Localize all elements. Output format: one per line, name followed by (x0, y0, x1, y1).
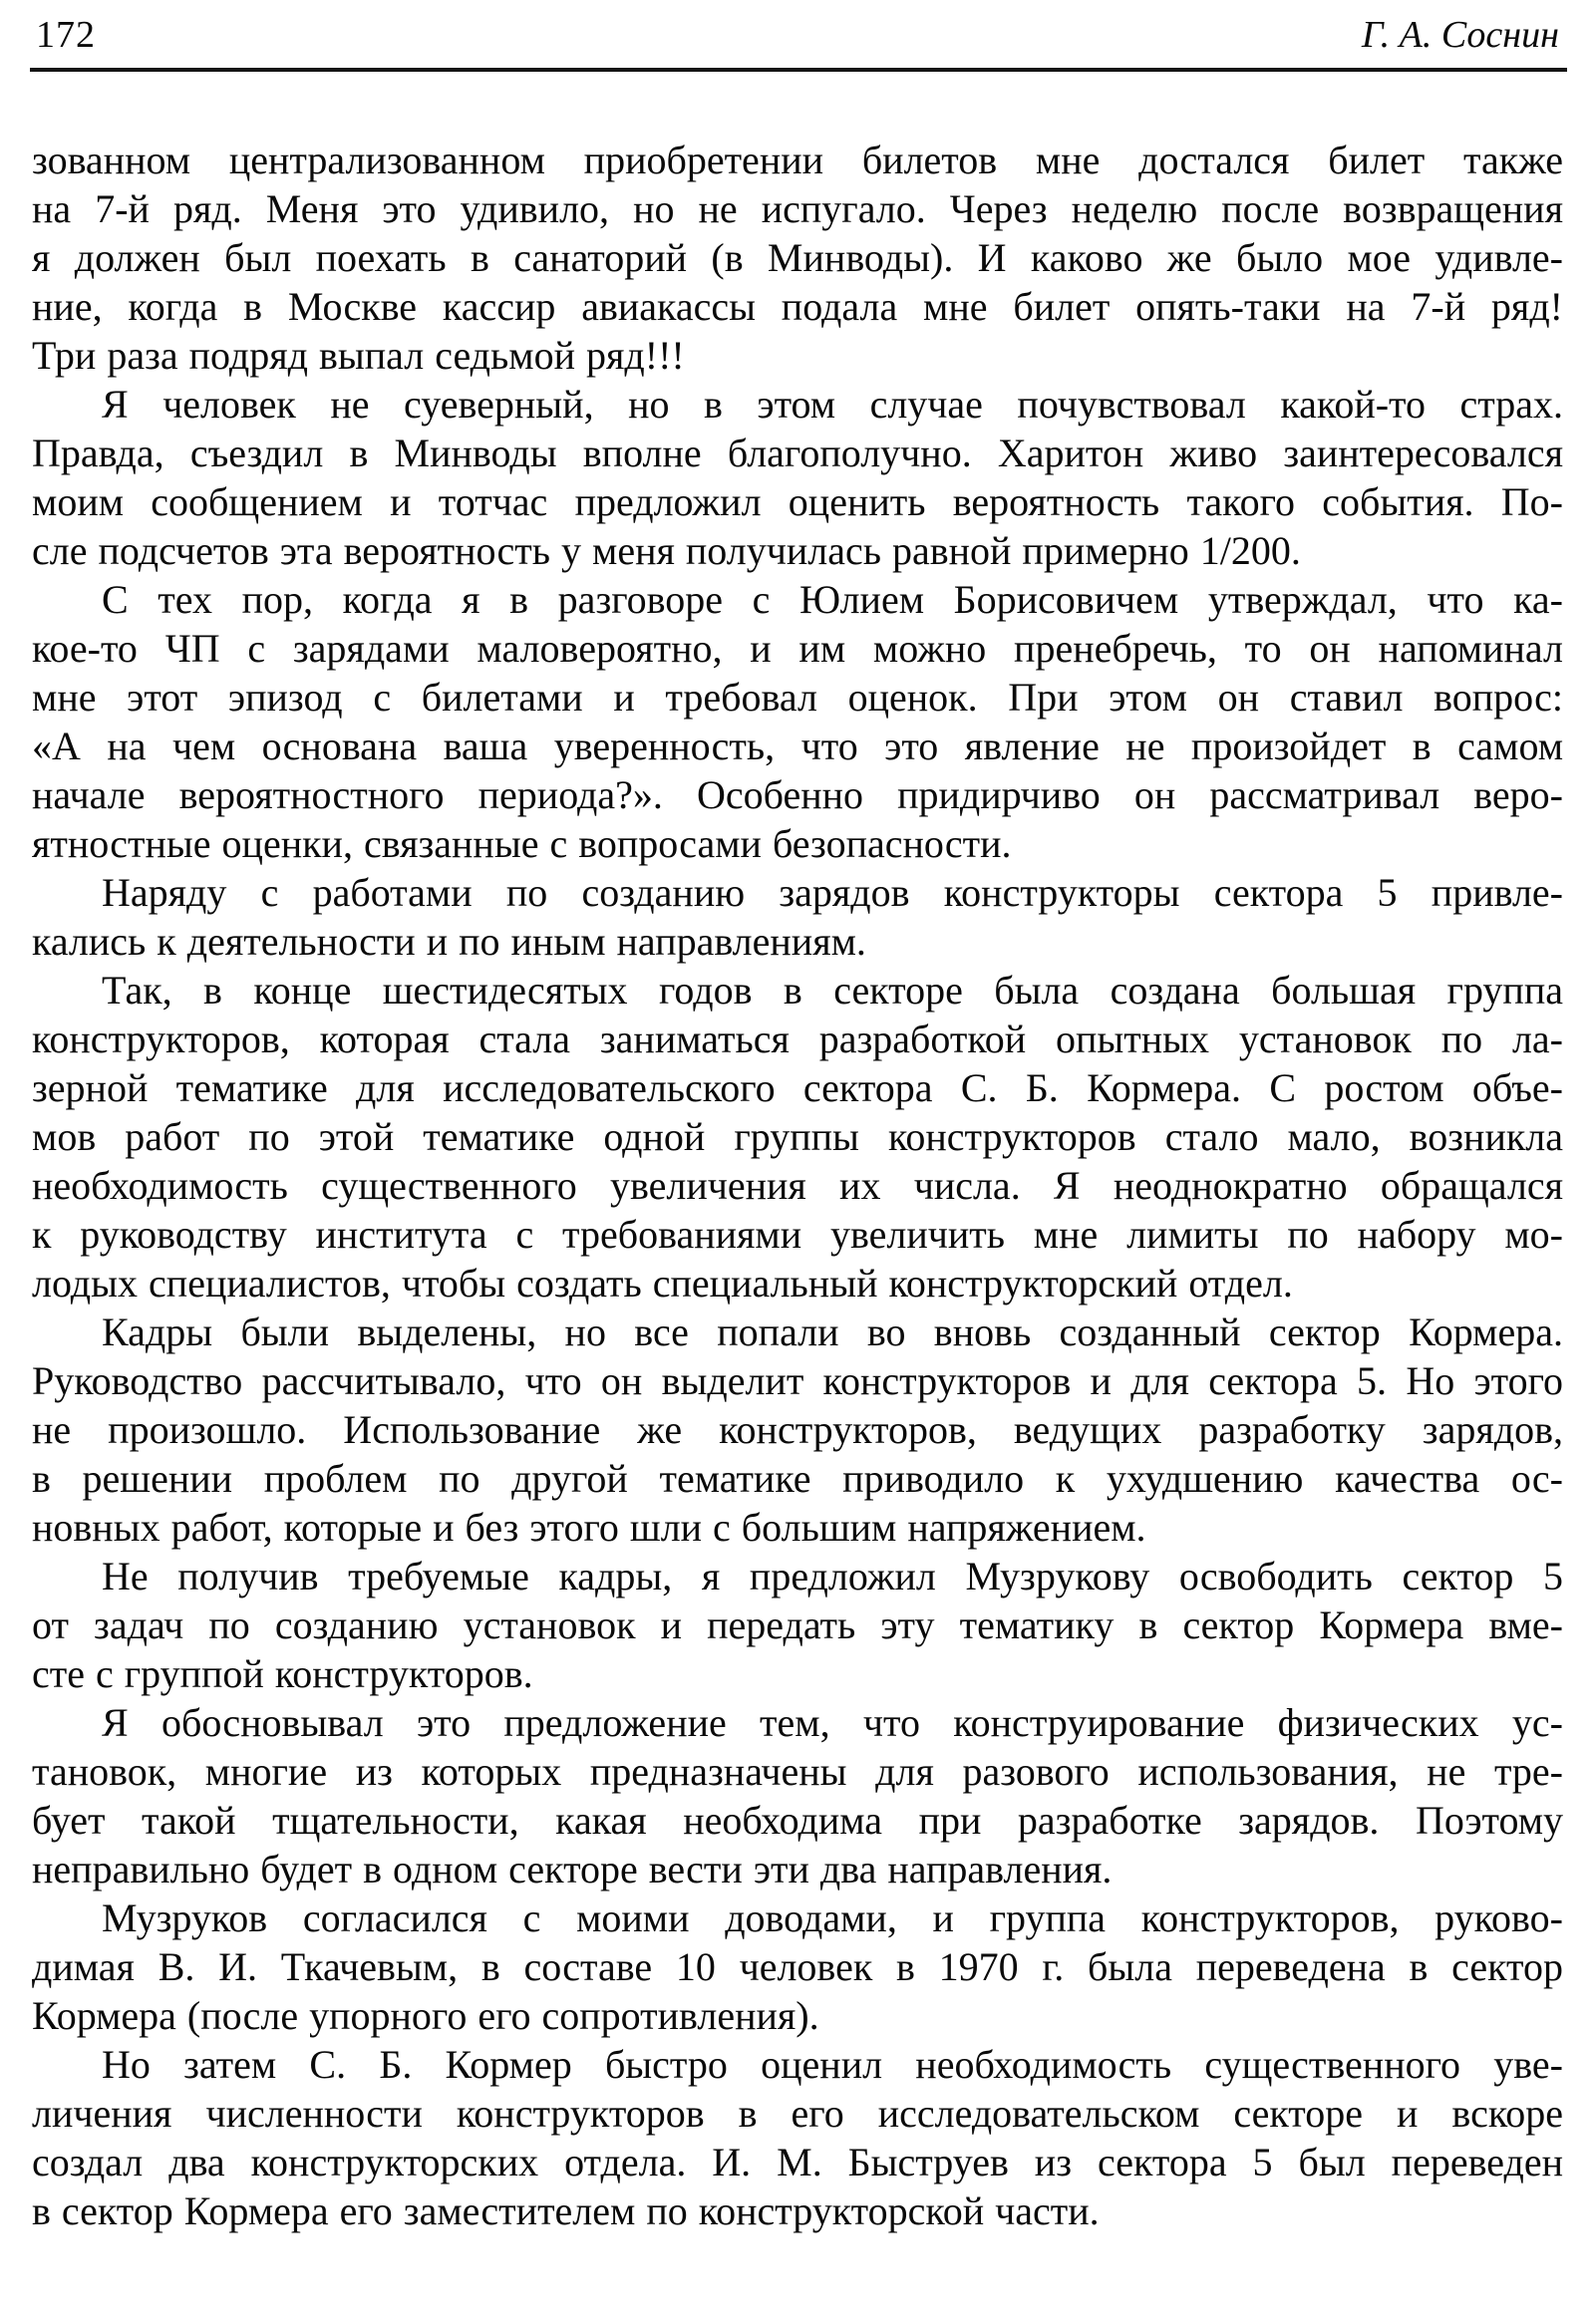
text-line: Кадры были выделены, но все попали во вновь созданный сектор Кормера. (102, 1309, 1563, 1354)
text-line: Руководство рассчитывало, что он выделит конструкторов и для сектора 5. Но этого (32, 1358, 1563, 1403)
text-line: моим сообщением и тотчас предложил оценить вероятность такого события. По- (32, 479, 1563, 524)
text-line: Я человек не суеверный, но в этом случае почувствовал какой-то страх. (102, 382, 1563, 427)
text-line: мне этот эпизод с билетами и требовал оценок. При этом он ставил вопрос: (32, 675, 1563, 720)
text-line: новных работ, которые и без этого шли с большим напряжением. (32, 1505, 1146, 1550)
text-line: Наряду с работами по созданию зарядов конструкторы сектора 5 привле- (102, 870, 1563, 915)
page-number: 172 (36, 14, 96, 56)
text-line: Так, в конце шестидесятых годов в секторе была создана большая группа (102, 968, 1563, 1013)
text-line: сле подсчетов эта вероятность у меня получилась равной примерно 1/200. (32, 528, 1301, 573)
text-line: С тех пор, когда я в разговоре с Юлием Борисовичем утверждал, что ка- (102, 577, 1563, 622)
text-line: Но затем С. Б. Кормер быстро оценил необходимость существенного уве- (102, 2042, 1563, 2087)
text-line: на 7-й ряд. Меня это удивило, но не испугало. Через неделю после возвращения (32, 186, 1563, 231)
text-line: кое-то ЧП с зарядами маловероятно, и им можно пренебречь, то он напоминал (32, 626, 1563, 671)
text-line: ние, когда в Москве кассир авиакассы подала мне билет опять-таки на 7-й ряд! (32, 284, 1563, 329)
text-line: мов работ по этой тематике одной группы конструкторов стало мало, возникла (32, 1114, 1563, 1159)
text-line: димая В. И. Ткачевым, в составе 10 человек в 1970 г. была переведена в сектор (32, 1944, 1563, 1989)
page-header (0, 0, 1595, 58)
text-line: личения численности конструкторов в его исследовательском секторе и вскоре (32, 2091, 1563, 2136)
text-line: к руководству института с требованиями увеличить мне лимиты по набору мо- (32, 1212, 1563, 1257)
text-line: Музруков согласился с моими доводами, и группа конструкторов, руково- (102, 1895, 1563, 1940)
text-line: кались к деятельности и по иным направлениям. (32, 919, 866, 964)
text-line: лодых специалистов, чтобы создать специальный конструкторский отдел. (32, 1261, 1293, 1306)
text-line: сте с группой конструкторов. (32, 1651, 533, 1696)
text-line: в решении проблем по другой тематике приводило к ухудшению качества ос- (32, 1456, 1563, 1501)
author-running-head: Г. А. Соснин (1361, 14, 1559, 56)
text-line: необходимость существенного увеличения их числа. Я неоднократно обращался (32, 1163, 1563, 1208)
text-line: Правда, съездил в Минводы вполне благополучно. Харитон живо заинтересовался (32, 431, 1563, 475)
text-body (32, 136, 1563, 2235)
header-rule (30, 68, 1567, 72)
text-line: я должен был поехать в санаторий (в Минводы). И каково же было мое удивле- (32, 235, 1563, 280)
text-line: Не получив требуемые кадры, я предложил Музрукову освободить сектор 5 (102, 1554, 1563, 1598)
text-line: бует такой тщательности, какая необходима при разработке зарядов. Поэтому (32, 1798, 1563, 1843)
text-line: в сектор Кормера его заместителем по конструкторской части. (32, 2188, 1100, 2233)
text-line: зованном централизованном приобретении билетов мне достался билет также (32, 138, 1563, 182)
text-line: конструкторов, которая стала заниматься разработкой опытных установок по ла- (32, 1017, 1563, 1061)
text-line: создал два конструкторских отдела. И. М. Быструев из сектора 5 был переведен (32, 2140, 1563, 2184)
text-line: Три раза подряд выпал седьмой ряд!!! (32, 333, 685, 378)
text-line: от задач по созданию установок и передать эту тематику в сектор Кормера вме- (32, 1602, 1563, 1647)
text-line: зерной тематике для исследовательского сектора С. Б. Кормера. С ростом объе- (32, 1065, 1563, 1110)
text-line: ятностные оценки, связанные с вопросами безопасности. (32, 821, 1012, 866)
text-line: неправильно будет в одном секторе вести эти два направления. (32, 1847, 1113, 1891)
text-line: Кормера (после упорного его сопротивления). (32, 1993, 819, 2038)
text-line: начале вероятностного периода?». Особенно придирчиво он рассматривал веро- (32, 772, 1563, 817)
text-line: тановок, многие из которых предназначены для разового использования, не тре- (32, 1749, 1563, 1794)
text-line: Я обосновывал это предложение тем, что конструирование физических ус- (102, 1700, 1563, 1745)
text-line: «А на чем основана ваша уверенность, что это явление не произойдет в самом (32, 724, 1563, 768)
text-line: не произошло. Использование же конструкторов, ведущих разработку зарядов, (32, 1407, 1563, 1452)
